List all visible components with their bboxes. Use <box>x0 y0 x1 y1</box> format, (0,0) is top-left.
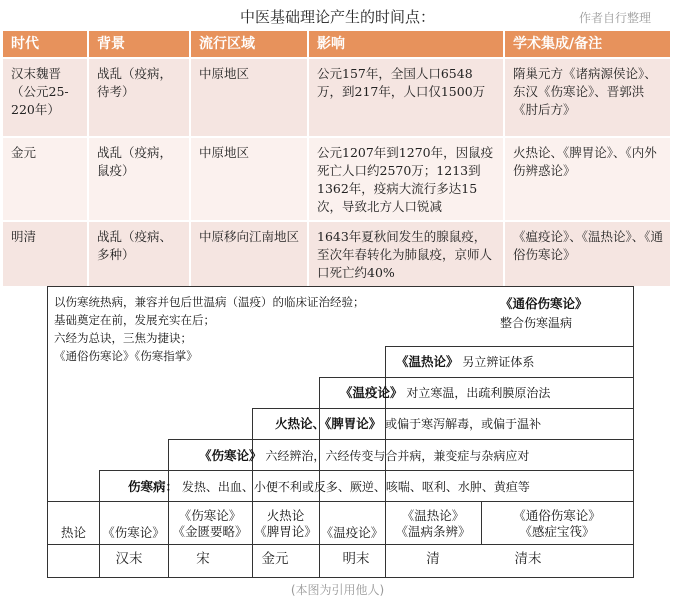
step-desc: 发热、出血、小便不利或反多、厥逆、咳喘、呕利、水肿、黄疸等 <box>181 480 530 494</box>
era-label: 汉末 <box>115 551 143 567</box>
row-divider <box>48 501 633 502</box>
step-desc: 六经辨治，六经传变与合并病，兼变症与杂病应对 <box>265 449 530 463</box>
cell-era: 金元 <box>3 136 89 220</box>
cell-impact: 公元157年，全国人口6548万，到217年，人口仅1500万 <box>309 57 505 136</box>
header-notes: 学术集成/备注 <box>505 31 672 57</box>
cell-qing: 《温热论》 《温病条辨》 <box>395 508 471 539</box>
era-label: 清末 <box>514 551 542 567</box>
cell-background: 战乱（疫病，鼠疫） <box>89 136 191 220</box>
cell-background: 战乱（疫病、多种） <box>89 220 191 286</box>
step-title: 火热论、《脾胃论》 <box>275 416 382 431</box>
intro-line: 基础奠定在前，发展充实在后； <box>54 313 215 327</box>
cell-region: 中原地区 <box>191 136 309 220</box>
cell-background: 战乱（疫病，待考） <box>89 57 191 136</box>
step-title: 《温疫论》 <box>340 385 403 400</box>
cell-notes: 《瘟疫论》、《温热论》、《通俗伤寒论》 <box>505 220 672 286</box>
cell-notes: 隋巢元方《诸病源侯论》、东汉《伤寒论》、晋郭洪《肘后方》 <box>505 57 672 136</box>
top-right-note: 整合伤寒温病 <box>500 316 573 330</box>
cell-impact: 1643年夏秋间发生的腺鼠疫，至次年春转化为肺鼠疫，京师人口死亡约40% <box>309 220 505 286</box>
cell-relun: 热论 <box>60 525 86 540</box>
cell-song: 《伤寒论》 《金匮要略》 <box>172 508 248 539</box>
era-label: 清 <box>426 551 440 567</box>
cell-era: 汉末魏晋（公元25-220年） <box>3 57 89 136</box>
cell-era: 明清 <box>3 220 89 286</box>
intro-line: 六经为总诀，三焦为捷诀； <box>54 331 192 345</box>
row-divider <box>48 544 633 545</box>
header-impact: 影响 <box>309 31 505 57</box>
timeline-table <box>3 31 672 286</box>
intro-line: 《通俗伤寒论》《伤寒指掌》 <box>54 349 198 363</box>
page-title: 中医基础理论产生的时间点： <box>239 8 435 26</box>
cell-mingmo: 《温疫论》 <box>320 525 384 540</box>
cell-jinyuan: 火热论 《脾胃论》 <box>254 508 317 539</box>
step-title: 《温热论》 <box>396 354 459 369</box>
cell-region: 中原移向江南地区 <box>191 220 309 286</box>
cell-region: 中原地区 <box>191 57 309 136</box>
step-desc: 或偏于寒泻解毒，或偏于温补 <box>385 417 542 431</box>
table-row <box>3 220 672 286</box>
era-label: 宋 <box>196 551 210 567</box>
cell-impact: 公元1207年到1270年，因鼠疫死亡人口约2570万；1213到1362年，疫病大流行多达15次，导致北方人口锐减 <box>309 136 505 220</box>
header-background: 背景 <box>89 31 191 57</box>
table-row <box>3 136 672 220</box>
image-caption: (本图为引用他人) <box>290 583 385 597</box>
header-era: 时代 <box>3 31 89 57</box>
table-header-row <box>3 31 672 57</box>
era-label: 金元 <box>261 551 289 567</box>
top-right-title: 《通俗伤寒论》 <box>500 296 588 311</box>
cell-notes: 火热论、《脾胃论》、《内外伤辨惑论》 <box>505 136 672 220</box>
evolution-diagram <box>47 286 634 578</box>
header-region: 流行区域 <box>191 31 309 57</box>
step-title: 《伤寒论》 <box>199 448 262 463</box>
table-row <box>3 57 672 136</box>
cell-qingmo: 《通俗伤寒论》 《感症宝筏》 <box>513 508 601 539</box>
era-label: 明末 <box>342 551 370 567</box>
intro-line: 以伤寒统热病，兼容并包后世温病（温疫）的临床证治经验； <box>54 295 365 309</box>
step-desc: 另立辨证体系 <box>462 355 535 369</box>
step-title: 伤寒病： <box>128 479 179 494</box>
cell-shanghanlun: 《伤寒论》 <box>102 525 165 540</box>
step-desc: 对立寒温，出疏利膜原治法 <box>406 386 551 400</box>
author-note: 作者自行整理 <box>578 11 651 25</box>
